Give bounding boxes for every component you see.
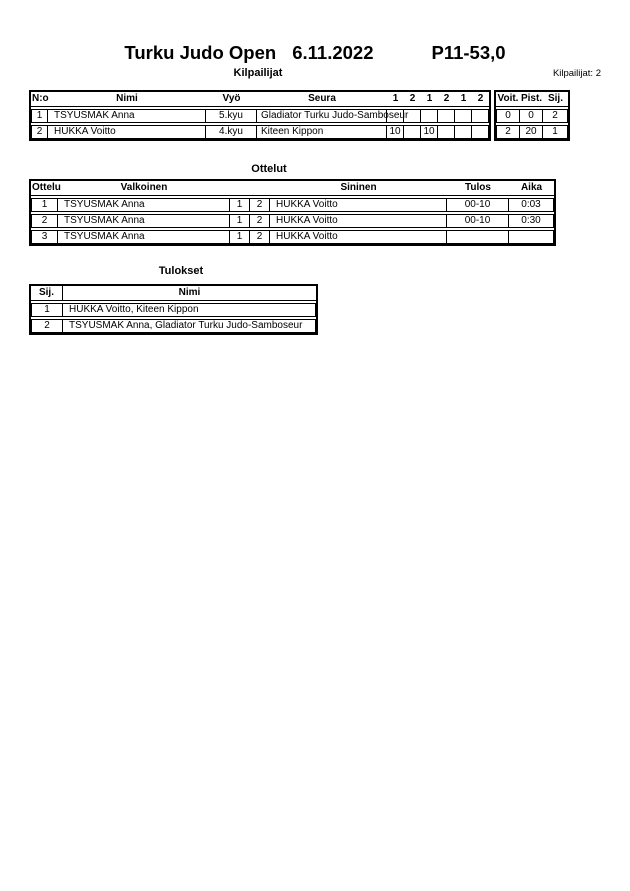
result-row: [31, 303, 316, 317]
event-date: 6.11.2022: [292, 42, 374, 63]
cell-score: [472, 125, 489, 139]
match-row: [31, 230, 554, 244]
header-wins: Voit.: [496, 92, 520, 107]
event-name: Turku Judo Open: [124, 42, 277, 63]
cell-points: 0: [520, 109, 543, 123]
matches-header-row: [31, 181, 554, 196]
header-place: Sij.: [543, 92, 568, 107]
match-row: [31, 198, 554, 212]
header-round: 2: [472, 92, 489, 107]
cell-white-name: TSYUSMAK Anna: [58, 214, 230, 228]
header-no: N:o: [31, 92, 48, 107]
cell-score: 10: [387, 125, 404, 139]
result-row: [31, 319, 316, 333]
cell-blue-name: HUKKA Voitto: [270, 214, 447, 228]
cell-white-num: 1: [230, 214, 250, 228]
standings-header-row: [496, 92, 568, 107]
cell-no: 2: [31, 125, 48, 139]
cell-score: [472, 109, 489, 123]
cell-club: [257, 109, 409, 123]
competitors-count-label: Kilpailijat: 2: [552, 68, 601, 79]
cell-time: 0:03: [509, 198, 554, 212]
cell-blue-num: 2: [250, 230, 270, 244]
cell-score: [387, 109, 404, 123]
cell-result: [447, 230, 509, 244]
header-round: 1: [387, 92, 404, 107]
standings-row: [496, 125, 568, 139]
header-time: Aika: [509, 181, 554, 196]
section-title-matches: Ottelut: [251, 163, 287, 175]
weight-category: P11-53,0: [431, 42, 506, 63]
header-round: 2: [404, 92, 421, 107]
cell-place: 1: [31, 303, 63, 317]
standings-row: [496, 109, 568, 123]
header-points: Pist.: [520, 92, 543, 107]
cell-score: [438, 125, 455, 139]
cell-time: [509, 230, 554, 244]
cell-blue-name: HUKKA Voitto: [270, 230, 447, 244]
cell-blue-name: HUKKA Voitto: [270, 198, 447, 212]
cell-place: 2: [31, 319, 63, 333]
section-title-results: Tulokset: [158, 265, 204, 277]
competitors-main-box: [29, 90, 491, 141]
results-header-row: [31, 286, 316, 301]
competitor-row: [31, 109, 489, 123]
cell-result: 00-10: [447, 214, 509, 228]
cell-result: 00-10: [447, 198, 509, 212]
cell-score: [438, 109, 455, 123]
header-round: 2: [438, 92, 455, 107]
cell-wins: 2: [496, 125, 520, 139]
cell-match-no: 2: [31, 214, 58, 228]
match-row: [31, 214, 554, 228]
cell-score: [404, 109, 421, 123]
cell-time: 0:30: [509, 214, 554, 228]
cell-name: HUKKA Voitto, Kiteen Kippon: [63, 303, 316, 317]
cell-points: 20: [520, 125, 543, 139]
competitors-table: [29, 90, 570, 141]
cell-belt: 5.kyu: [206, 109, 257, 123]
cell-white-num: 1: [230, 230, 250, 244]
cell-place: 1: [543, 125, 568, 139]
cell-place: 2: [543, 109, 568, 123]
header-round: 1: [455, 92, 472, 107]
header-place: Sij.: [31, 286, 63, 301]
header-white: Valkoinen: [58, 181, 230, 196]
competitors-standings-box: [494, 90, 570, 141]
cell-score: [404, 125, 421, 139]
header-blue: Sininen: [270, 181, 447, 196]
section-title-competitors: Kilpailijat: [233, 67, 283, 79]
header-round: 1: [421, 92, 438, 107]
cell-name: TSYUSMAK Anna: [48, 109, 206, 123]
cell-score: [455, 109, 472, 123]
header-name: Nimi: [63, 286, 316, 301]
header-club: Seura: [257, 92, 387, 107]
cell-name: [63, 319, 316, 333]
header-name: Nimi: [48, 92, 206, 107]
result-name-text: TSYUSMAK Anna, Gladiator Turku Judo-Samboseur: [69, 320, 303, 331]
club-text: Gladiator Turku Judo-Samboseur: [261, 110, 409, 121]
cell-blue-num: 2: [250, 198, 270, 212]
cell-white-name: TSYUSMAK Anna: [58, 230, 230, 244]
header-spacer: [250, 181, 270, 196]
header-spacer: [230, 181, 250, 196]
cell-no: 1: [31, 109, 48, 123]
results-table: [29, 284, 318, 335]
competitors-header-row: [31, 92, 489, 107]
header-result: Tulos: [447, 181, 509, 196]
cell-club: Kiteen Kippon: [257, 125, 387, 139]
header-match: Ottelu: [31, 181, 58, 196]
cell-match-no: 3: [31, 230, 58, 244]
cell-blue-num: 2: [250, 214, 270, 228]
cell-match-no: 1: [31, 198, 58, 212]
cell-score: [455, 125, 472, 139]
document-title: [0, 43, 630, 63]
cell-name: HUKKA Voitto: [48, 125, 206, 139]
cell-score: [421, 109, 438, 123]
cell-score: 10: [421, 125, 438, 139]
competitor-row: [31, 125, 489, 139]
cell-white-name: TSYUSMAK Anna: [58, 198, 230, 212]
cell-white-num: 1: [230, 198, 250, 212]
cell-wins: 0: [496, 109, 520, 123]
matches-table: [29, 179, 556, 246]
header-belt: Vyö: [206, 92, 257, 107]
cell-belt: 4.kyu: [206, 125, 257, 139]
